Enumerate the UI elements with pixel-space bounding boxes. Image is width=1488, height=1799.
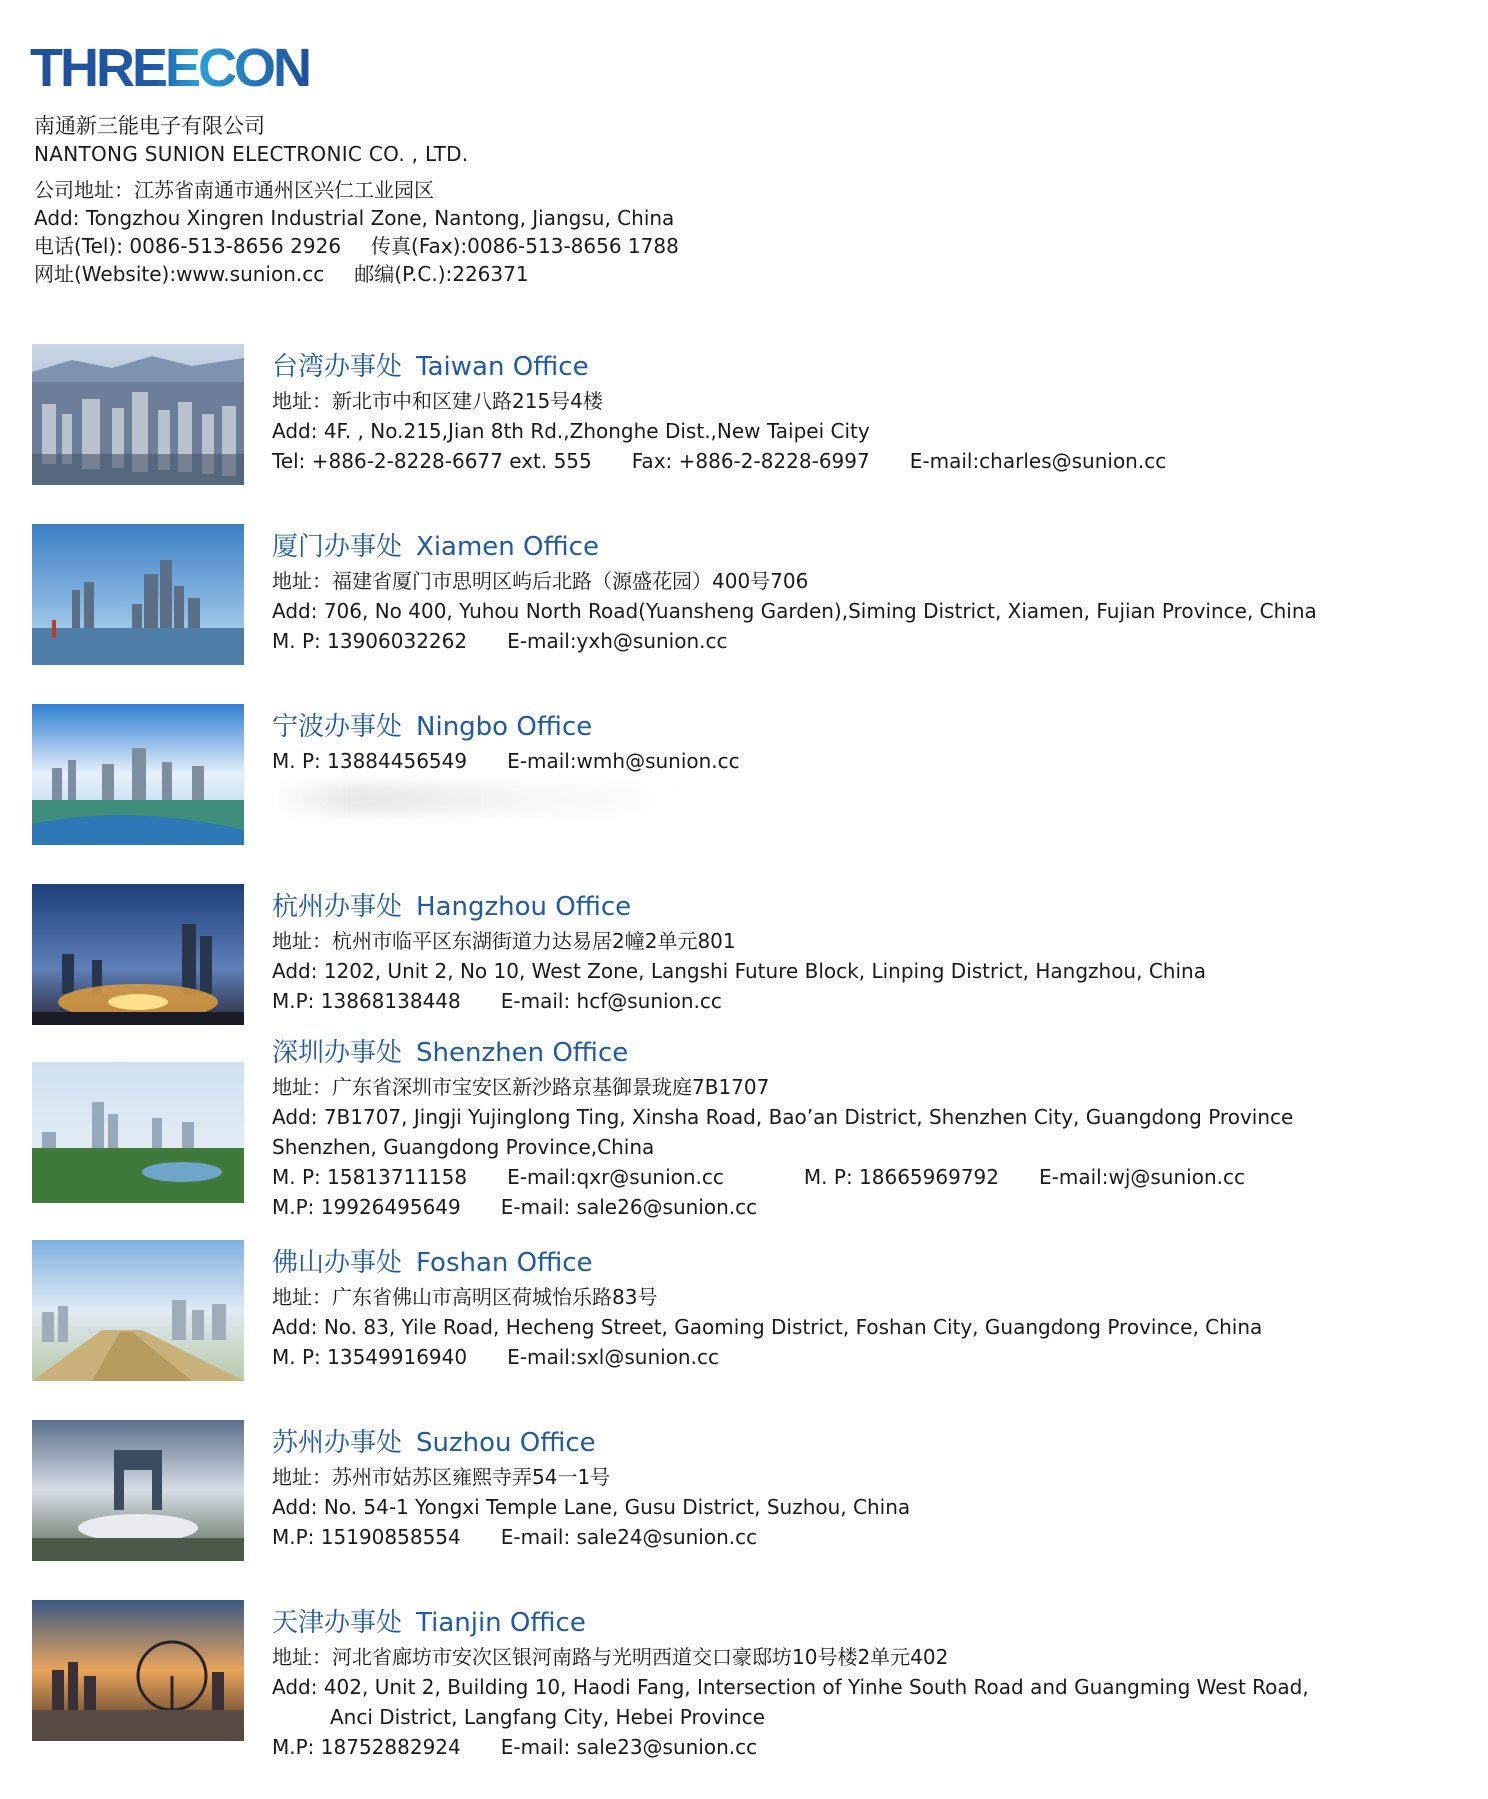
office-name-en: Hangzhou Office: [416, 892, 632, 922]
svg-text:THREECON: THREECON: [30, 38, 310, 94]
office-address-en-2: Anci District, Langfang City, Hebei Province: [330, 1705, 765, 1729]
office-mobile: M. P: 13549916940: [272, 1345, 468, 1369]
office-tianjin: [32, 1600, 1452, 1759]
office-name-cn: 台湾办事处: [272, 352, 403, 382]
taiwan-city-photo: [32, 344, 244, 485]
company-tel: 电话(Tel): 0086-513-8656 2926: [34, 234, 342, 258]
office-email[interactable]: E-mail: hcf@sunion.cc: [500, 989, 722, 1013]
xiamen-skyline-photo: [32, 524, 244, 665]
office-name-cn: 杭州办事处: [272, 892, 403, 922]
office-email-2[interactable]: E-mail:wj@sunion.cc: [1039, 1165, 1245, 1189]
office-mobile: M. P: 13884456549: [272, 749, 468, 773]
office-mobile-3: M.P: 19926495649: [272, 1195, 461, 1219]
office-email[interactable]: E-mail:yxh@sunion.cc: [507, 629, 728, 653]
office-foshan: [32, 1240, 1452, 1380]
office-address-en: Add: No. 83, Yile Road, Hecheng Street, Gaoming District, Foshan City, Guangdong Province, China: [272, 1315, 1263, 1339]
suzhou-gate-photo: [32, 1420, 244, 1561]
office-name-cn: 天津办事处: [272, 1608, 403, 1638]
office-address-cn: 地址：福建省厦门市思明区屿后北路（源盛花园）400号706: [272, 569, 809, 593]
office-suzhou: [32, 1420, 1452, 1560]
office-mobile: M.P: 13868138448: [272, 989, 461, 1013]
company-address-en: Add: Tongzhou Xingren Industrial Zone, Nantong, Jiangsu, China: [34, 206, 675, 230]
office-address-en: Add: 4F. , No.215,Jian 8th Rd.,Zhonghe Dist.,New Taipei City: [272, 419, 870, 443]
threecon-logo: [30, 38, 350, 94]
office-address-cn: 地址：杭州市临平区东湖街道力达易居2幢2单元801: [272, 929, 736, 953]
office-email[interactable]: E-mail: sale23@sunion.cc: [500, 1735, 758, 1759]
blurred-redaction: [272, 784, 692, 814]
office-name-en: Suzhou Office: [416, 1428, 596, 1458]
office-address-cn: 地址：广东省佛山市高明区荷城怡乐路83号: [272, 1285, 658, 1309]
shenzhen-park-photo: [32, 1062, 244, 1203]
office-name-en: Tianjin Office: [416, 1608, 586, 1638]
office-mobile-2: M. P: 18665969792: [803, 1165, 1000, 1189]
office-address-en: Add: 1202, Unit 2, No 10, West Zone, Langshi Future Block, Linping District, Hangzhou, China: [272, 959, 1206, 983]
office-xiamen: [32, 524, 1452, 664]
office-name-en: Foshan Office: [416, 1248, 593, 1278]
office-email[interactable]: E-mail:charles@sunion.cc: [909, 449, 1167, 473]
office-address-cn: 地址：河北省廊坊市安次区银河南路与光明西道交口豪邸坊10号楼2单元402: [272, 1645, 949, 1669]
office-ningbo: [32, 704, 1452, 844]
company-fax: 传真(Fax):0086-513-8656 1788: [371, 234, 679, 258]
office-address-en: Add: 7B1707, Jingji Yujinglong Ting, Xinsha Road, Bao’an District, Shenzhen City, Guangdong Province: [272, 1105, 1294, 1129]
office-address-en: Add: 706, No 400, Yuhou North Road(Yuansheng Garden),Siming District, Xiamen, Fujian Province, China: [272, 599, 1317, 623]
company-name-cn: 南通新三能电子有限公司: [34, 114, 265, 138]
office-fax: Fax: +886-2-8228-6997: [631, 449, 870, 473]
office-name-cn: 佛山办事处: [272, 1248, 403, 1278]
office-tel: Tel: +886-2-8228-6677 ext. 555: [272, 449, 592, 473]
office-email[interactable]: E-mail: sale24@sunion.cc: [500, 1525, 758, 1549]
office-name-en: Ningbo Office: [416, 712, 593, 742]
office-name-en: Shenzhen Office: [416, 1038, 629, 1068]
office-address-en-2: Shenzhen, Guangdong Province,China: [272, 1135, 655, 1159]
office-name-cn: 厦门办事处: [272, 532, 403, 562]
company-website[interactable]: 网址(Website):www.sunion.cc: [34, 262, 325, 286]
tianjin-ferris-wheel-photo: [32, 1600, 244, 1741]
office-address-cn: 地址：苏州市姑苏区雍熙寺弄54一1号: [272, 1465, 611, 1489]
foshan-canal-photo: [32, 1240, 244, 1381]
office-name-cn: 宁波办事处: [272, 712, 403, 742]
office-shenzhen: [32, 1030, 1452, 1219]
office-name-cn: 深圳办事处: [272, 1038, 403, 1068]
hangzhou-night-photo: [32, 884, 244, 1025]
office-name-en: Taiwan Office: [416, 352, 589, 382]
office-address-en: Add: No. 54-1 Yongxi Temple Lane, Gusu District, Suzhou, China: [272, 1495, 911, 1519]
ningbo-city-photo: [32, 704, 244, 845]
office-mobile: M.P: 15190858554: [272, 1525, 461, 1549]
office-name-en: Xiamen Office: [416, 532, 599, 562]
office-email[interactable]: E-mail:sxl@sunion.cc: [507, 1345, 719, 1369]
office-mobile: M.P: 18752882924: [272, 1735, 461, 1759]
company-info: [34, 112, 934, 288]
office-name-cn: 苏州办事处: [272, 1428, 403, 1458]
office-email[interactable]: E-mail:wmh@sunion.cc: [507, 749, 740, 773]
office-address-cn: 地址：广东省深圳市宝安区新沙路京基御景珑庭7B1707: [272, 1075, 770, 1099]
company-address-cn: 公司地址：江苏省南通市通州区兴仁工业园区: [34, 178, 434, 202]
company-name-en: NANTONG SUNION ELECTRONIC CO. , LTD.: [34, 142, 469, 166]
office-mobile: M. P: 15813711158: [272, 1165, 468, 1189]
office-address-en: Add: 402, Unit 2, Building 10, Haodi Fang, Intersection of Yinhe South Road and Guangming West Road,: [272, 1675, 1309, 1699]
office-email-3[interactable]: E-mail: sale26@sunion.cc: [500, 1195, 758, 1219]
office-hangzhou: [32, 884, 1452, 1024]
office-address-cn: 地址：新北市中和区建八路215号4楼: [272, 389, 603, 413]
office-mobile: M. P: 13906032262: [272, 629, 468, 653]
company-postcode: 邮编(P.C.):226371: [354, 262, 529, 286]
office-taiwan: [32, 344, 1452, 484]
office-email[interactable]: E-mail:qxr@sunion.cc: [507, 1165, 724, 1189]
